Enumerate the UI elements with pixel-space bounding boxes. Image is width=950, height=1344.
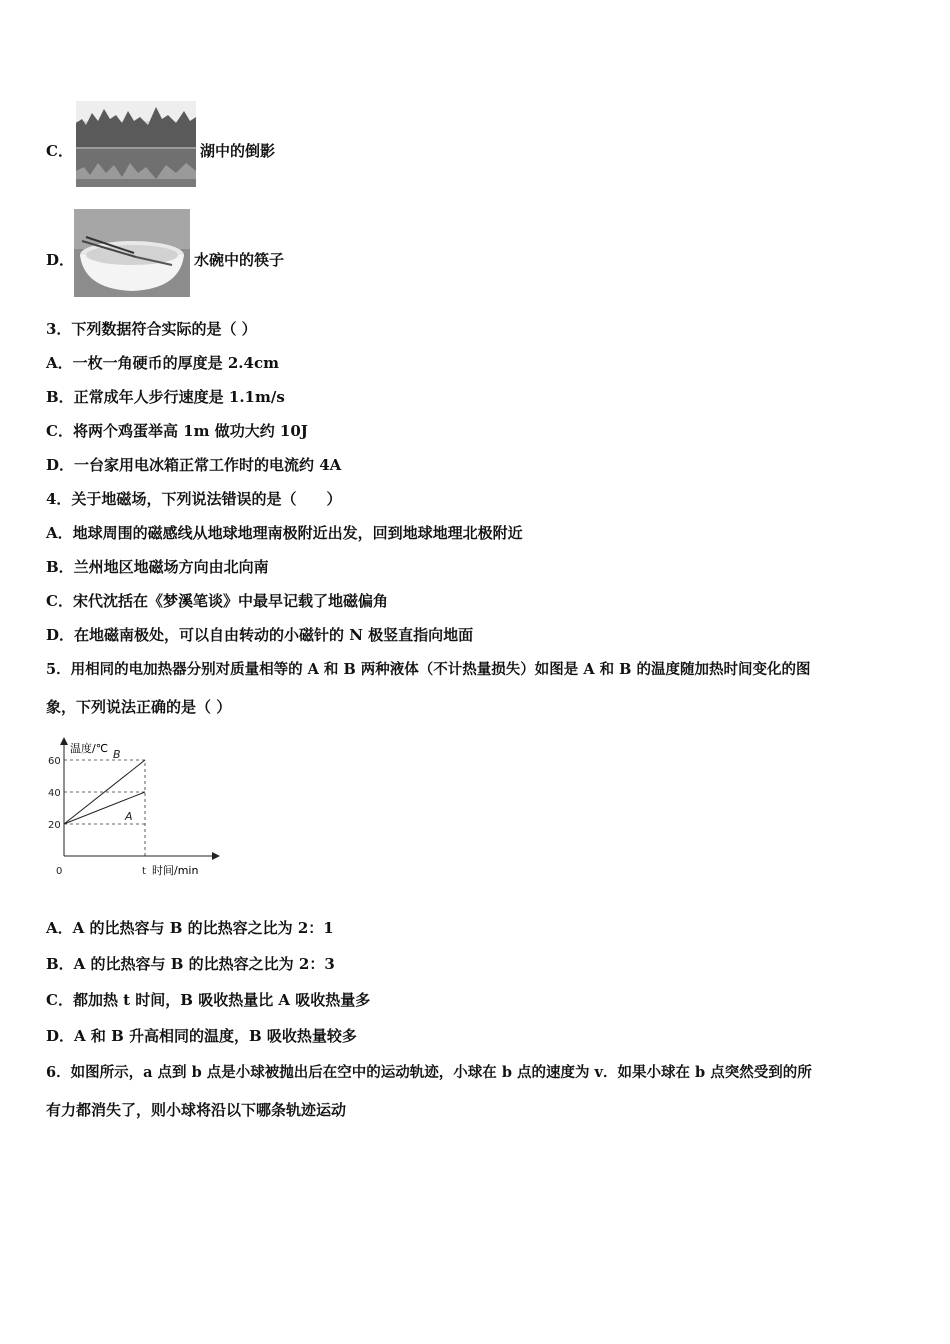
question-5-option-a: A．A 的比热容与 B 的比热容之比为 2：1 xyxy=(46,919,334,937)
question-4-option-a: A．地球周围的磁感线从地球地理南极附近出发，回到地球地理北极附近 xyxy=(46,524,523,542)
series-label-A: A xyxy=(125,810,133,823)
option-c-caption: 湖中的倒影 xyxy=(200,142,276,160)
question-3-option-c: C．将两个鸡蛋举高 1m 做功大约 10J xyxy=(46,422,308,440)
question-4-option-b: B．兰州地区地磁场方向由北向南 xyxy=(46,558,269,576)
y-tick-40: 40 xyxy=(48,788,61,799)
series-label-B: B xyxy=(113,748,121,761)
temperature-time-chart xyxy=(40,735,220,889)
question-3-stem: 3．下列数据符合实际的是（ ） xyxy=(46,320,257,338)
question-5-stem-line2: 象，下列说法正确的是（ ） xyxy=(46,698,232,716)
question-3-option-d: D．一台家用电冰箱正常工作时的电流约 4A xyxy=(46,456,342,474)
x-tick-0: 0 xyxy=(56,866,63,877)
question-3-option-b: B．正常成年人步行速度是 1.1m/s xyxy=(46,388,285,406)
y-tick-60: 60 xyxy=(48,756,61,767)
chopsticks-in-bowl-photo xyxy=(74,209,190,297)
lake-reflection-photo xyxy=(76,101,196,187)
question-4-stem: 4．关于地磁场，下列说法错误的是（ ） xyxy=(46,490,342,508)
y-tick-20: 20 xyxy=(48,820,61,831)
question-6-stem-line1: 6．如图所示，a 点到 b 点是小球被抛出后在空中的运动轨迹，小球在 b 点的速度为 v．如果小球在 b 点突然受到的所 xyxy=(46,1064,812,1081)
question-4-option-d: D．在地磁南极处，可以自由转动的小磁针的 N 极竖直指向地面 xyxy=(46,626,474,644)
x-axis-label: 时间/min xyxy=(152,864,199,877)
question-3-option-a: A．一枚一角硬币的厚度是 2.4cm xyxy=(46,354,279,372)
question-5-option-b: B．A 的比热容与 B 的比热容之比为 2：3 xyxy=(46,955,335,973)
question-6-stem-line2: 有力都消失了，则小球将沿以下哪条轨迹运动 xyxy=(46,1101,347,1119)
option-d-caption: 水碗中的筷子 xyxy=(194,251,285,269)
y-axis-label: 温度/℃ xyxy=(70,742,109,755)
option-c-letter: C． xyxy=(46,142,73,160)
series-line-A xyxy=(64,792,145,824)
question-5-option-c: C．都加热 t 时间，B 吸收热量比 A 吸收热量多 xyxy=(46,991,371,1009)
x-tick-t: t xyxy=(142,866,146,877)
question-4-option-c: C．宋代沈括在《梦溪笔谈》中最早记载了地磁偏角 xyxy=(46,592,388,610)
option-d-letter: D． xyxy=(46,251,75,269)
question-5-stem-line1: 5．用相同的电加热器分别对质量相等的 A 和 B 两种液体（不计热量损失）如图是 A 和 B 的温度随加热时间变化的图 xyxy=(46,661,811,678)
question-5-option-d: D．A 和 B 升高相同的温度，B 吸收热量较多 xyxy=(46,1027,357,1045)
